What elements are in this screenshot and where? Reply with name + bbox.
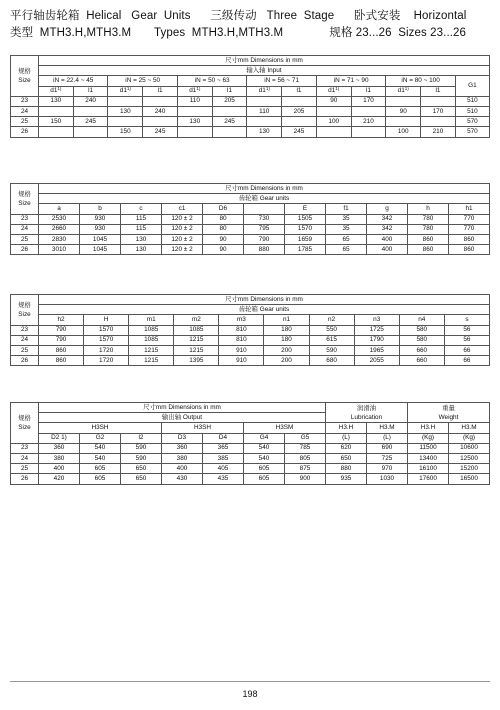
value-cell: 650 xyxy=(326,453,367,463)
value-cell: 1725 xyxy=(354,325,399,335)
value-cell: 935 xyxy=(326,474,367,484)
value-cell: 120 ± 2 xyxy=(162,224,203,234)
value-cell xyxy=(108,96,143,106)
value-cell: 1570 xyxy=(84,335,129,345)
table-row xyxy=(11,96,490,106)
g1-header: G1 xyxy=(455,76,489,96)
value-cell: 795 xyxy=(244,224,285,234)
value-cell: 690 xyxy=(367,443,408,453)
footer-divider xyxy=(10,681,490,682)
value-cell: 550 xyxy=(309,325,354,335)
column-header: H xyxy=(84,315,129,325)
column-header: G4 xyxy=(244,433,285,443)
column-header: D2 1) xyxy=(39,433,80,443)
weight-header: 重量 Weight xyxy=(408,403,490,423)
value-cell: 120 ± 2 xyxy=(162,214,203,224)
value-cell: 210 xyxy=(351,117,386,127)
value-cell: 2530 xyxy=(39,214,80,224)
value-cell: 245 xyxy=(282,127,317,137)
value-cell: 785 xyxy=(285,443,326,453)
column-header: E xyxy=(285,204,326,214)
value-cell: 110 xyxy=(247,106,282,116)
size-cell: 26 xyxy=(11,474,39,484)
value-cell xyxy=(316,127,351,137)
value-cell: 115 xyxy=(121,224,162,234)
value-cell: 650 xyxy=(121,474,162,484)
h3m-weight-header: H3.M xyxy=(449,423,490,433)
value-cell: 1215 xyxy=(129,345,174,355)
unit-header: (Kg) xyxy=(449,433,490,443)
value-cell: 1030 xyxy=(367,474,408,484)
value-cell: 970 xyxy=(367,464,408,474)
value-cell: 860 xyxy=(449,234,490,244)
value-cell: 1720 xyxy=(84,356,129,366)
size-header: 规格 Size xyxy=(11,295,39,326)
dimensions-title: 尺寸mm Dimensions in mm xyxy=(39,56,490,66)
value-cell xyxy=(39,106,74,116)
column-header: f1 xyxy=(326,204,367,214)
value-cell: 510 xyxy=(455,96,489,106)
value-cell: 900 xyxy=(285,474,326,484)
value-cell: 650 xyxy=(121,464,162,474)
value-cell: 245 xyxy=(73,117,108,127)
value-cell: 245 xyxy=(212,117,247,127)
unit-header: (L) xyxy=(326,433,367,443)
value-cell: 200 xyxy=(264,356,309,366)
value-cell: 570 xyxy=(455,127,489,137)
table-row xyxy=(11,234,490,244)
value-cell: 435 xyxy=(203,474,244,484)
value-cell: 790 xyxy=(244,234,285,244)
size-cell: 25 xyxy=(11,464,39,474)
column-header: h1 xyxy=(449,204,490,214)
h3h-lub-header: H3.H xyxy=(326,423,367,433)
value-cell: 210 xyxy=(421,127,456,137)
size-cell: 26 xyxy=(11,356,39,366)
table-row xyxy=(11,474,490,484)
value-cell: 1215 xyxy=(174,345,219,355)
value-cell: 66 xyxy=(444,356,489,366)
value-cell: 130 xyxy=(247,127,282,137)
l1-header: l1 xyxy=(282,86,317,96)
value-cell: 770 xyxy=(449,224,490,234)
value-cell: 1215 xyxy=(129,356,174,366)
value-cell: 110 xyxy=(177,96,212,106)
value-cell: 240 xyxy=(73,96,108,106)
size-cell: 24 xyxy=(11,106,39,116)
value-cell: 170 xyxy=(421,106,456,116)
value-cell: 180 xyxy=(264,335,309,345)
page-header-line1: 平行轴齿轮箱 Helical Gear Units 三级传动 Three Stage 卧式安装 Horizontal xyxy=(10,10,467,22)
gear-units-table-1 xyxy=(10,183,490,255)
value-cell: 35 xyxy=(326,224,367,234)
value-cell xyxy=(143,117,178,127)
value-cell: 860 xyxy=(39,356,84,366)
value-cell: 240 xyxy=(143,106,178,116)
value-cell: 1570 xyxy=(84,325,129,335)
value-cell xyxy=(39,127,74,137)
size-cell: 24 xyxy=(11,335,39,345)
unit-header: (L) xyxy=(367,433,408,443)
value-cell: 120 ± 2 xyxy=(162,234,203,244)
column-header: n1 xyxy=(264,315,309,325)
h3sh-header: H3SH xyxy=(162,423,244,433)
value-cell: 540 xyxy=(244,453,285,463)
value-cell: 605 xyxy=(80,474,121,484)
value-cell: 380 xyxy=(39,453,80,463)
value-cell xyxy=(282,117,317,127)
gear-units-title: 齿轮箱 Gear units xyxy=(39,305,490,315)
size-cell: 23 xyxy=(11,96,39,106)
column-header: l2 xyxy=(121,433,162,443)
value-cell: 90 xyxy=(203,245,244,255)
value-cell: 1570 xyxy=(285,224,326,234)
value-cell: 1085 xyxy=(129,335,174,345)
value-cell: 930 xyxy=(80,224,121,234)
value-cell xyxy=(73,127,108,137)
value-cell: 680 xyxy=(309,356,354,366)
ratio-group: iN = 71 ~ 90 xyxy=(316,76,385,86)
value-cell: 880 xyxy=(244,245,285,255)
size-cell: 26 xyxy=(11,245,39,255)
d1-header: d1$^{1)}$ xyxy=(39,86,74,96)
l1-header: l1 xyxy=(351,86,386,96)
table-row xyxy=(11,117,490,127)
output-title: 输出轴 Output xyxy=(39,413,326,423)
d1-header: d1$^{1)}$ xyxy=(316,86,351,96)
value-cell: 660 xyxy=(399,356,444,366)
column-header: D4 xyxy=(203,433,244,443)
lubrication-header: 润滑油 Lubrication xyxy=(326,403,408,423)
table-row xyxy=(11,453,490,463)
value-cell xyxy=(386,96,421,106)
value-cell: 2830 xyxy=(39,234,80,244)
table-row xyxy=(11,464,490,474)
value-cell xyxy=(421,96,456,106)
value-cell xyxy=(421,117,456,127)
d1-header: d1$^{1)}$ xyxy=(108,86,143,96)
ratio-group: iN = 25 ~ 50 xyxy=(108,76,177,86)
value-cell: 205 xyxy=(212,96,247,106)
value-cell: 130 xyxy=(39,96,74,106)
size-cell: 23 xyxy=(11,214,39,224)
value-cell: 540 xyxy=(80,453,121,463)
ratio-group: iN = 50 ~ 63 xyxy=(177,76,246,86)
value-cell: 1085 xyxy=(129,325,174,335)
table-row xyxy=(11,335,490,345)
column-header: n3 xyxy=(354,315,399,325)
dimensions-title: 尺寸mm Dimensions in mm xyxy=(39,403,326,413)
value-cell xyxy=(247,96,282,106)
value-cell xyxy=(212,106,247,116)
value-cell: 730 xyxy=(244,214,285,224)
value-cell: 65 xyxy=(326,234,367,244)
value-cell: 1215 xyxy=(174,335,219,345)
input-dimensions-table xyxy=(10,55,490,138)
value-cell: 130 xyxy=(108,106,143,116)
value-cell xyxy=(177,106,212,116)
value-cell: 400 xyxy=(367,234,408,244)
table-row xyxy=(11,325,490,335)
value-cell: 590 xyxy=(121,443,162,453)
column-header: a xyxy=(39,204,80,214)
size-cell: 25 xyxy=(11,234,39,244)
value-cell xyxy=(143,96,178,106)
value-cell: 1659 xyxy=(285,234,326,244)
value-cell: 605 xyxy=(244,474,285,484)
value-cell: 590 xyxy=(309,345,354,355)
d1-header: d1$^{1)}$ xyxy=(247,86,282,96)
unit-header: (Kg) xyxy=(408,433,449,443)
size-cell: 23 xyxy=(11,325,39,335)
value-cell: 880 xyxy=(326,464,367,474)
dimensions-title: 尺寸mm Dimensions in mm xyxy=(39,184,490,194)
value-cell: 510 xyxy=(455,106,489,116)
value-cell: 130 xyxy=(177,117,212,127)
value-cell xyxy=(351,127,386,137)
value-cell: 66 xyxy=(444,345,489,355)
column-header: h xyxy=(408,204,449,214)
size-cell: 25 xyxy=(11,345,39,355)
table-row xyxy=(11,224,490,234)
value-cell: 200 xyxy=(264,345,309,355)
value-cell: 100 xyxy=(386,127,421,137)
output-lubrication-weight-table xyxy=(10,402,490,485)
column-header: G2 xyxy=(80,433,121,443)
value-cell: 400 xyxy=(367,245,408,255)
value-cell: 860 xyxy=(408,245,449,255)
value-cell: 790 xyxy=(39,325,84,335)
d1-header: d1$^{1)}$ xyxy=(386,86,421,96)
value-cell: 580 xyxy=(399,325,444,335)
value-cell xyxy=(108,117,143,127)
value-cell: 420 xyxy=(39,474,80,484)
value-cell: 11500 xyxy=(408,443,449,453)
value-cell: 1045 xyxy=(80,234,121,244)
value-cell: 790 xyxy=(39,335,84,345)
value-cell: 16500 xyxy=(449,474,490,484)
column-header: c1 xyxy=(162,204,203,214)
value-cell: 17600 xyxy=(408,474,449,484)
column-header: m1 xyxy=(129,315,174,325)
ratio-group: iN = 56 ~ 71 xyxy=(247,76,316,86)
value-cell: 430 xyxy=(162,474,203,484)
value-cell xyxy=(177,127,212,137)
value-cell: 150 xyxy=(108,127,143,137)
table-row xyxy=(11,106,490,116)
value-cell: 590 xyxy=(121,453,162,463)
value-cell: 360 xyxy=(162,443,203,453)
value-cell: 930 xyxy=(80,214,121,224)
value-cell: 400 xyxy=(162,464,203,474)
h3sm-header: H3SM xyxy=(244,423,326,433)
value-cell: 205 xyxy=(282,106,317,116)
value-cell: 245 xyxy=(143,127,178,137)
size-header: 规格 Size xyxy=(11,184,39,215)
table-row xyxy=(11,214,490,224)
size-cell: 24 xyxy=(11,224,39,234)
dimensions-title: 尺寸mm Dimensions in mm xyxy=(39,295,490,305)
value-cell: 770 xyxy=(449,214,490,224)
value-cell: 1085 xyxy=(174,325,219,335)
value-cell: 910 xyxy=(219,356,264,366)
l1-header: l1 xyxy=(143,86,178,96)
d1-header: d1$^{1)}$ xyxy=(177,86,212,96)
column-header: s xyxy=(444,315,489,325)
value-cell: 875 xyxy=(285,464,326,474)
h3m-lub-header: H3.M xyxy=(367,423,408,433)
value-cell: 540 xyxy=(244,443,285,453)
table-row xyxy=(11,245,490,255)
value-cell: 130 xyxy=(121,234,162,244)
value-cell: 35 xyxy=(326,214,367,224)
size-cell: 25 xyxy=(11,117,39,127)
value-cell: 2660 xyxy=(39,224,80,234)
value-cell: 56 xyxy=(444,335,489,345)
table-row xyxy=(11,356,490,366)
value-cell: 90 xyxy=(203,234,244,244)
value-cell: 660 xyxy=(399,345,444,355)
gear-units-title: 齿轮箱 Gear units xyxy=(39,194,490,204)
value-cell: 860 xyxy=(39,345,84,355)
column-header: n2 xyxy=(309,315,354,325)
column-header: m3 xyxy=(219,315,264,325)
value-cell: 80 xyxy=(203,214,244,224)
value-cell: 570 xyxy=(455,117,489,127)
value-cell: 16100 xyxy=(408,464,449,474)
value-cell: 605 xyxy=(244,464,285,474)
value-cell: 910 xyxy=(219,345,264,355)
value-cell: 725 xyxy=(367,453,408,463)
column-header: n4 xyxy=(399,315,444,325)
value-cell: 80 xyxy=(203,224,244,234)
value-cell: 365 xyxy=(203,443,244,453)
ratio-group: iN = 22.4 ~ 45 xyxy=(39,76,108,86)
value-cell: 342 xyxy=(367,214,408,224)
column-header: g xyxy=(367,204,408,214)
value-cell: 605 xyxy=(80,464,121,474)
value-cell: 13400 xyxy=(408,453,449,463)
value-cell: 380 xyxy=(162,453,203,463)
value-cell: 90 xyxy=(386,106,421,116)
value-cell: 780 xyxy=(408,214,449,224)
value-cell: 130 xyxy=(121,245,162,255)
value-cell: 90 xyxy=(316,96,351,106)
value-cell: 1965 xyxy=(354,345,399,355)
value-cell: 405 xyxy=(203,464,244,474)
value-cell: 115 xyxy=(121,214,162,224)
ratio-group: iN = 80 ~ 100 xyxy=(386,76,456,86)
size-header: 规格 Size xyxy=(11,403,39,444)
value-cell: 385 xyxy=(203,453,244,463)
value-cell: 3010 xyxy=(39,245,80,255)
value-cell: 810 xyxy=(219,335,264,345)
l1-header: l1 xyxy=(73,86,108,96)
table-row xyxy=(11,127,490,137)
value-cell: 540 xyxy=(80,443,121,453)
size-cell: 24 xyxy=(11,453,39,463)
value-cell: 65 xyxy=(326,245,367,255)
value-cell: 150 xyxy=(39,117,74,127)
value-cell: 2055 xyxy=(354,356,399,366)
value-cell: 120 ± 2 xyxy=(162,245,203,255)
gear-units-table-2 xyxy=(10,294,490,366)
value-cell: 342 xyxy=(367,224,408,234)
column-header xyxy=(244,204,285,214)
value-cell xyxy=(282,96,317,106)
value-cell: 780 xyxy=(408,224,449,234)
value-cell: 615 xyxy=(309,335,354,345)
size-cell: 23 xyxy=(11,443,39,453)
value-cell: 1785 xyxy=(285,245,326,255)
value-cell: 15200 xyxy=(449,464,490,474)
size-header: 规格 Size xyxy=(11,56,39,97)
value-cell xyxy=(316,106,351,116)
value-cell: 1045 xyxy=(80,245,121,255)
value-cell: 360 xyxy=(39,443,80,453)
value-cell xyxy=(351,106,386,116)
value-cell: 170 xyxy=(351,96,386,106)
page-number: 198 xyxy=(242,689,258,699)
value-cell: 860 xyxy=(408,234,449,244)
value-cell: 1720 xyxy=(84,345,129,355)
column-header: m2 xyxy=(174,315,219,325)
column-header: D3 xyxy=(162,433,203,443)
value-cell xyxy=(73,106,108,116)
value-cell: 1505 xyxy=(285,214,326,224)
column-header: D6 xyxy=(203,204,244,214)
value-cell: 10600 xyxy=(449,443,490,453)
size-cell: 26 xyxy=(11,127,39,137)
l1-header: l1 xyxy=(421,86,456,96)
table-row xyxy=(11,443,490,453)
value-cell: 810 xyxy=(219,325,264,335)
value-cell: 1395 xyxy=(174,356,219,366)
h3sh-header: H3SH xyxy=(39,423,162,433)
value-cell xyxy=(386,117,421,127)
value-cell: 805 xyxy=(285,453,326,463)
page-header-line2: 类型 MTH3.H,MTH3.M Types MTH3.H,MTH3.M 规格 23...26 Sizes 23...26 xyxy=(10,27,467,39)
value-cell: 180 xyxy=(264,325,309,335)
column-header: h2 xyxy=(39,315,84,325)
value-cell: 620 xyxy=(326,443,367,453)
column-header: b xyxy=(80,204,121,214)
table-row xyxy=(11,345,490,355)
value-cell: 860 xyxy=(449,245,490,255)
column-header: G5 xyxy=(285,433,326,443)
value-cell: 400 xyxy=(39,464,80,474)
value-cell xyxy=(212,127,247,137)
value-cell: 12500 xyxy=(449,453,490,463)
value-cell: 56 xyxy=(444,325,489,335)
l1-header: l1 xyxy=(212,86,247,96)
column-header: c xyxy=(121,204,162,214)
input-title: 输入轴 Input xyxy=(39,66,490,76)
value-cell: 100 xyxy=(316,117,351,127)
value-cell: 1790 xyxy=(354,335,399,345)
value-cell xyxy=(247,117,282,127)
value-cell: 580 xyxy=(399,335,444,345)
h3h-weight-header: H3.H xyxy=(408,423,449,433)
